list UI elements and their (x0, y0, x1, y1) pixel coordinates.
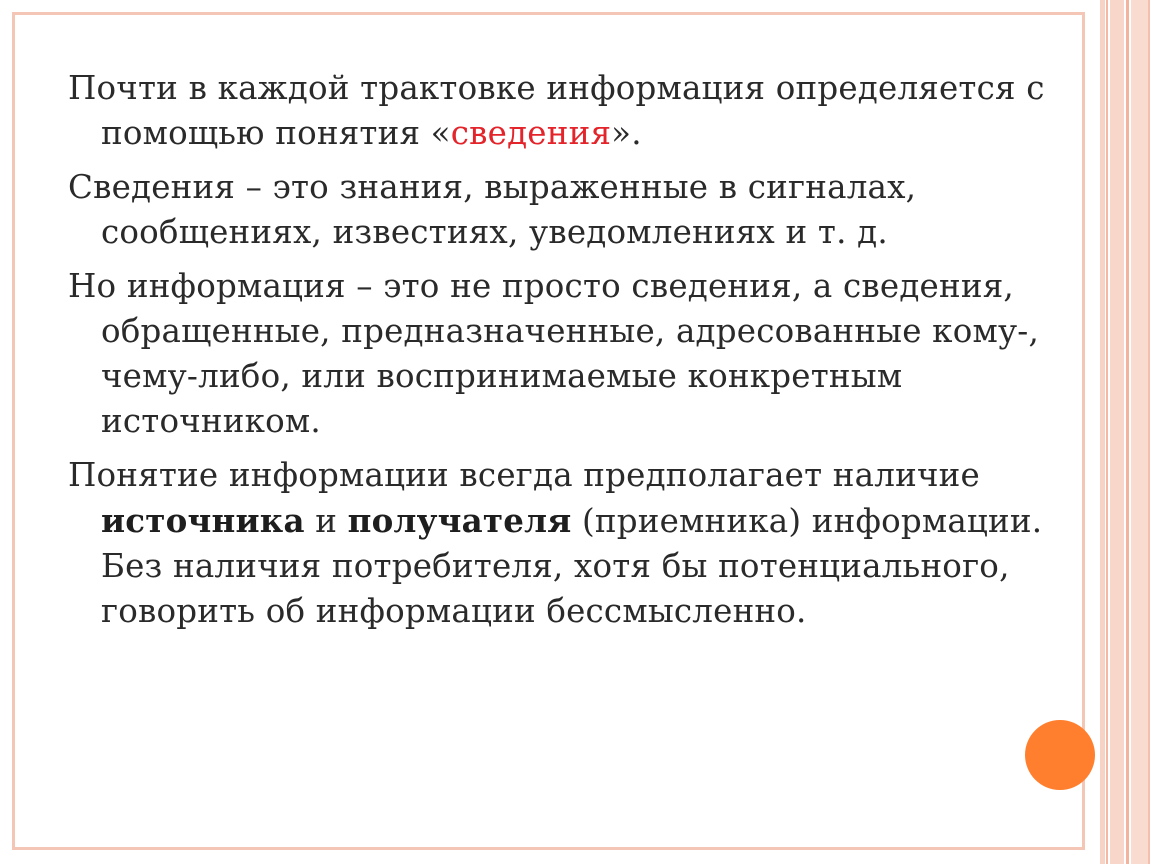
paragraph-4 (68, 453, 1078, 634)
slide-body (68, 66, 1078, 643)
highlight-term: сведения (450, 114, 612, 152)
stripe (1106, 0, 1108, 864)
paragraph-1-text-after: ». (611, 114, 642, 152)
paragraph-4-text-after: (приемника) информации. Без наличия потребителя, хотя бы потенциального, говорить об информации бессмысленно. (101, 502, 1043, 630)
decorative-stripes (1100, 0, 1150, 864)
stripe (1131, 0, 1148, 864)
paragraph-1-text-before: Почти в каждой трактовке информация определяется с помощью понятия « (68, 69, 1045, 152)
paragraph-3: Но информация – это не просто сведения, а сведения, обращенные, предназначенные, адресованные кому-, чему-либо, или воспринимаемые конкретным источником. (68, 267, 1039, 440)
bold-term-receiver: получателя (347, 501, 572, 540)
paragraph-4-text-before: Понятие информации всегда предполагает наличие (68, 456, 980, 494)
paragraph-4-text-middle: и (304, 502, 348, 540)
stripe (1100, 0, 1105, 864)
paragraph-1 (68, 66, 1078, 156)
orange-circle-decoration (1025, 720, 1095, 790)
stripe (1126, 0, 1129, 864)
stripe (1110, 0, 1124, 864)
paragraph-2: Сведения – это знания, выраженные в сигналах, сообщениях, известиях, уведомлениях и т. д. (68, 168, 917, 251)
bold-term-source: источника (101, 501, 305, 540)
